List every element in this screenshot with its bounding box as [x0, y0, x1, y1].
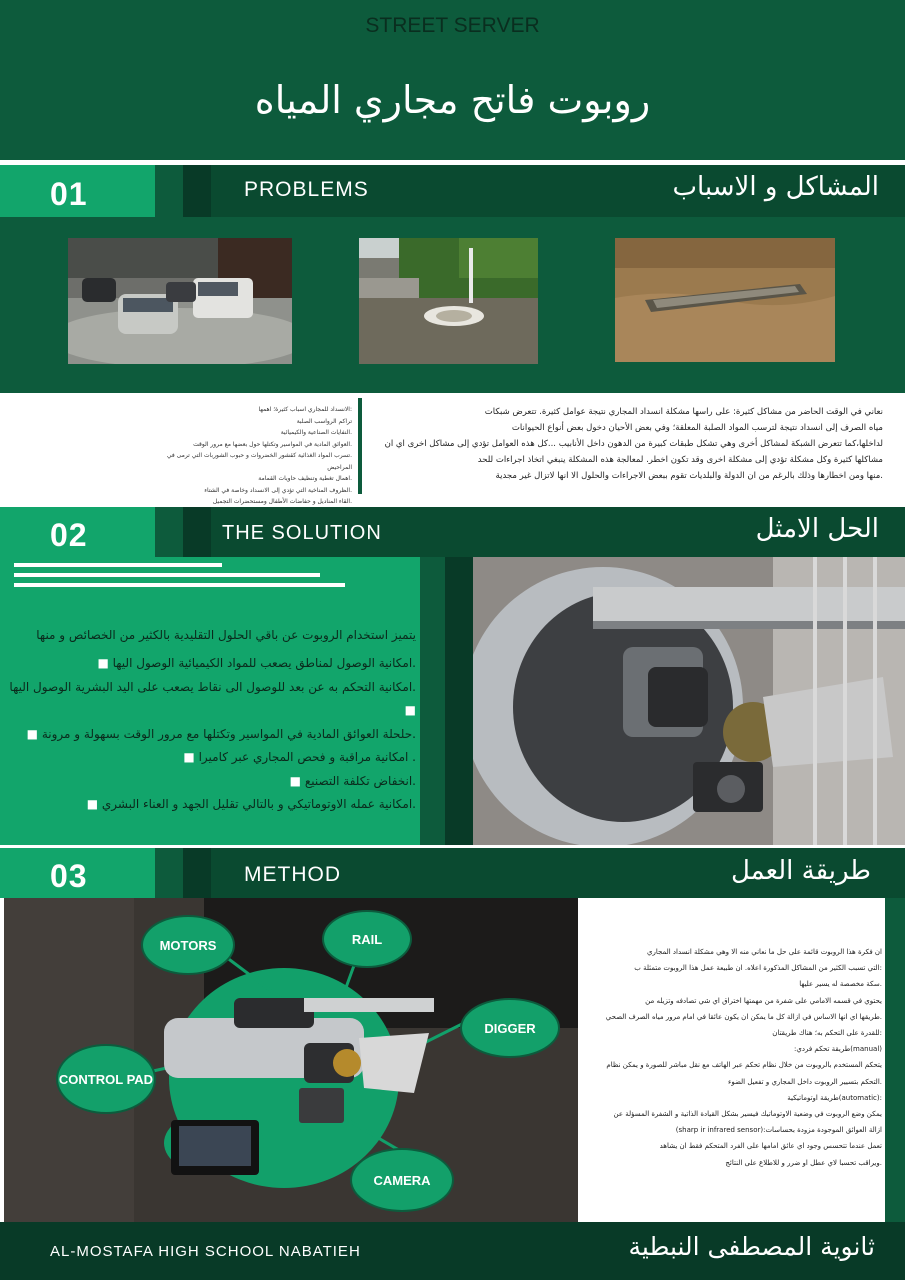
feature-item: .امكانية الوصول لمناطق يصعب للمواد الكيميائية الوصول اليها ■ [97, 656, 416, 670]
river-flood-photo [615, 238, 835, 362]
method-line: يمكن وضع الروبوت في وضعية الاوتوماتيك فيسير بشكل القيادة الذاتية و الشفرة المسؤلة عن [613, 1110, 882, 1119]
section3-accent-2 [183, 848, 211, 898]
section3-accent [155, 848, 183, 898]
manhole-overflow-photo [359, 238, 538, 364]
page-title: روبوت فاتح مجاري المياه [254, 78, 651, 122]
section3-title-ar: طريقة العمل [730, 856, 871, 886]
section2-title-ar: الحل الامثل [755, 514, 879, 544]
method-line: (manual)طريقة تحكم فردي: [794, 1045, 882, 1054]
section3-number: 03 [50, 858, 88, 894]
problems-line: مشاكلها كثيرة وكل مشكلة تؤدي إلى مشكلة اخرى وقد تكون اخطر. لمعالجة هذه المشكلة ينبغي اتخاذ اجراءات للحد [477, 455, 883, 465]
cause-line: .اهمال تغطية وتنظيف حاويات القمامة [258, 475, 352, 482]
section1-accent [155, 165, 183, 217]
flooded-street-photo [68, 238, 292, 364]
method-line: يتحكم المستخدم بالروبوت من خلال نظام تحكم عبر الهاتف مع نقل مباشر للصورة و يمكن نظام [606, 1061, 882, 1070]
section2-accent-2 [183, 507, 211, 557]
cause-line: .النفايات الصناعية والكيميائية [280, 429, 352, 436]
method-line: تعمل عندما تتحسس وجود اي عائق امامها على الفرد المتحكم فقط ان يشاهد [659, 1142, 882, 1151]
section2-number: 02 [50, 517, 88, 553]
label-control-pad: CONTROL PAD [56, 1044, 156, 1114]
white-rule-3 [14, 583, 345, 587]
feature-item: .امكانية عمله الاوتوماتيكي و بالتالي تقليل الجهد و العناء البشري ■ [86, 797, 416, 811]
cause-line: .تسرب المواد الغذائية كقشور الخضروات و حبوب الشوربات التي ترمى في المراحيض [166, 452, 352, 471]
problems-line: نعاني في الوقت الحاضر من مشاكل كثيرة: على راسها مشكلة انسداد المجاري نتيجة عوامل كثيرة. تتعرض شبكات [484, 407, 883, 417]
problems-line: .منها ومن اخطارها وذلك بالرغم من ان الدولة والبلديات تقوم ببعض الاجراءات والحلول الا انها لاتزال غير مجدية [495, 471, 883, 481]
section1-title-en: PROBLEMS [244, 178, 369, 201]
method-text [584, 944, 882, 1171]
solution-features [8, 652, 416, 817]
method-line: :للقدرة على التحكم به؛ هناك طريقتان [772, 1029, 882, 1038]
method-line: ازالة العوائق الموجودة مزودة بحساسات:(sharp ir infrared sensor) [675, 1126, 882, 1135]
robot-photo [473, 557, 905, 845]
method-side-stripe [885, 898, 905, 1222]
cause-line: .القاء المناديل و حفاضات الأطفال ومستحضرات التجميل [212, 498, 352, 505]
cause-line: تراكم الرواسب الصلبة [296, 417, 352, 425]
method-line: يحتوي في قسمه الامامي على شفرة من مهمتها اختراق اي شي تصادفه وتزيله من [645, 996, 882, 1005]
footer-school-ar: ثانوية المصطفى النبطية [628, 1232, 875, 1261]
method-line: :(automatic)طريقة اوتوماتيكية [787, 1093, 882, 1102]
cause-line: :الانسداد للمجاري اسباب كثيرة؛ اهمها [258, 406, 352, 413]
section1-title-ar: المشاكل و الاسباب [672, 172, 879, 202]
label-camera: CAMERA [350, 1148, 454, 1212]
problems-line: مياه الصرف إلى انسداد نتيجة لترسب المواد الصلبة المعلقة؛ وفي بعض الأحيان دخول بعض أنواع الحيوانات [511, 423, 883, 433]
causes-divider [358, 398, 362, 494]
causes-list [152, 404, 352, 508]
cause-line: .العوائق المادية في المواسير وتكتلها حول بعضها مع مرور الوقت [193, 440, 352, 448]
method-line: ان فكرة هذا الروبوت قائمة على حل ما نعاني منه الا وهي مشكلة انسداد المجاري [647, 948, 882, 956]
section2-accent [155, 507, 183, 557]
label-rail: RAIL [322, 910, 412, 968]
brand-name: STREET SERVER [365, 14, 540, 37]
method-line: :التي تسبب الكثير من المشاكل المذكورة اعلاه. ان طبيعة عمل هذا الروبوت متمثلة ب [634, 964, 882, 973]
white-rule-1 [14, 563, 222, 567]
section3-title-en: METHOD [244, 863, 341, 886]
section1-accent-2 [183, 165, 211, 217]
section2-title-en: THE SOLUTION [222, 522, 382, 544]
method-line: .طريقها اي انها الاساس في ازالة كل ما يمكن ان يكون عائقا في امام مرور مياه الصرف الصحي [605, 1012, 882, 1021]
cause-line: .الظروف المناخية التي تؤدي إلى الانسداد وخاصة في الشتاء [204, 486, 352, 494]
section1-number: 01 [50, 176, 88, 212]
problems-line: لداخلها،كما تتعرض الشبكة لمشاكل أخرى وهي تشكل طبقات كبيرة من الدهون داخل الأنابيب ...كل هذه العوامل تؤدي إلى مشاكل اخرى اي ان [384, 439, 883, 449]
method-line: .التحكم بتسيير الروبوت داخل المجاري و تفعيل الضوء [728, 1077, 882, 1086]
problems-paragraph [378, 404, 883, 484]
white-rule-2 [14, 573, 320, 577]
solution-stripe-2 [445, 557, 473, 845]
method-line: .سكة مخصصة له يسير عليها [799, 980, 882, 989]
label-digger: DIGGER [460, 998, 560, 1058]
solution-stripe-1 [420, 557, 445, 845]
solution-intro: يتميز استخدام الروبوت عن باقي الحلول التقليدية بالكثير من الخصائص و منها [36, 628, 416, 642]
feature-item: .انخفاض تكلفة التصنيع ■ [289, 773, 416, 788]
feature-item: .امكانية التحكم به عن بعد للوصول الى نقاط يصعب على اليد البشرية الوصول اليها ■ [9, 679, 416, 717]
footer-school-en: AL-MOSTAFA HIGH SCHOOL NABATIEH [50, 1243, 361, 1260]
feature-item: .حلحلة العوائق المادية في المواسير وتكتلها مع مرور الوقت بسهولة و مرونة ■ [26, 726, 416, 741]
feature-item: . امكانية مراقبة و فحص المجاري عبر كاميرا ■ [183, 750, 416, 764]
method-line: .ويراقب تحسبا لاي عطل او ضرر و للاطلاع على النتائج [725, 1158, 882, 1167]
label-motors: MOTORS [141, 915, 235, 975]
